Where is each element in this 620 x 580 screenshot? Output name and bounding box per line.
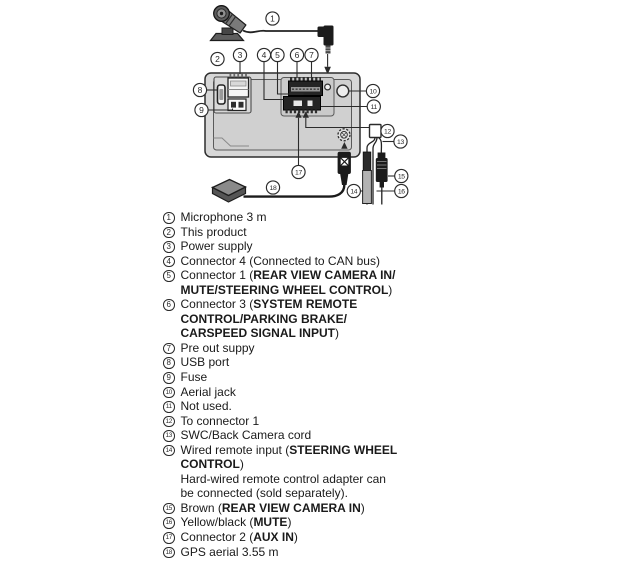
gps-plug [338, 152, 351, 185]
svg-text:14: 14 [350, 188, 358, 196]
legend-item-15 [163, 501, 493, 516]
legend-item-14 [163, 443, 493, 501]
callout-2 [211, 52, 224, 65]
legend-number: 5 [163, 270, 175, 282]
microphone-illustration [211, 6, 319, 41]
svg-text:17: 17 [295, 169, 302, 177]
legend-item-6 [163, 297, 493, 341]
legend-text-line: USB port [180, 355, 230, 370]
callout-18 [266, 181, 279, 194]
svg-text:4: 4 [261, 50, 267, 60]
legend-number: 14 [163, 445, 175, 457]
audio-plug [318, 26, 334, 75]
svg-text:10: 10 [369, 88, 377, 96]
legend-number: 11 [163, 401, 175, 413]
callout-14 [347, 184, 360, 197]
legend-number: 6 [163, 299, 175, 311]
callout-3 [233, 48, 246, 61]
legend-text-line: Hard-wired remote control adapter can [180, 471, 386, 486]
mic-head-center [220, 12, 223, 15]
legend-item-9 [163, 370, 493, 385]
legend-text-line: CARSPEED SIGNAL INPUT) [180, 326, 339, 341]
callout-8 [193, 83, 206, 96]
connector-upper [289, 79, 323, 96]
legend-item-11 [163, 399, 493, 414]
callout-10 [366, 84, 379, 97]
legend-item-12 [163, 414, 493, 429]
callout-13 [394, 135, 407, 148]
legend-number: 9 [163, 372, 175, 384]
usb-port [218, 85, 226, 104]
installation-diagram [0, 0, 620, 212]
head-unit [205, 73, 360, 157]
power-connector [228, 76, 249, 97]
svg-text:16: 16 [397, 188, 405, 196]
svg-text:3: 3 [237, 50, 243, 60]
legend-text-line: Connector 4 (Connected to CAN bus) [180, 253, 380, 268]
legend-text-line: Connector 1 (REAR VIEW CAMERA IN/ [180, 268, 396, 283]
plug-tip [326, 46, 331, 54]
legend-text-line: Aerial jack [180, 384, 236, 399]
legend-text-line: This product [180, 224, 247, 239]
legend-item-8 [163, 355, 493, 370]
connector-lower [284, 97, 321, 112]
callout-12 [381, 124, 394, 137]
rca-plug-brown [376, 153, 388, 188]
legend-text-line: CONTROL) [180, 457, 244, 472]
legend-text-line: Yellow/black (MUTE) [180, 515, 292, 530]
legend-list [163, 210, 493, 559]
legend-item-10 [163, 385, 493, 400]
legend-text-line: CONTROL/PARKING BRAKE/ [180, 311, 347, 326]
callout-7 [305, 48, 318, 61]
legend-text-line: MUTE/STEERING WHEEL CONTROL) [180, 282, 393, 297]
svg-text:7: 7 [309, 50, 314, 60]
legend-text-line: Not used. [180, 399, 232, 414]
svg-text:6: 6 [294, 50, 300, 60]
legend-text-line: Connector 3 (SYSTEM REMOTE [180, 297, 358, 312]
svg-text:13: 13 [397, 138, 404, 146]
callout-16 [395, 184, 408, 197]
legend-text-line: Fuse [180, 370, 208, 385]
aerial-jack [337, 85, 349, 97]
callout-17 [292, 165, 305, 178]
legend-number: 18 [163, 547, 175, 559]
legend-number: 16 [163, 517, 175, 529]
legend-number: 13 [163, 430, 175, 442]
legend-number: 8 [163, 357, 175, 369]
legend-text-line: Wired remote input (STEERING WHEEL [180, 442, 398, 457]
legend-text-line: Pre out suppy [180, 340, 255, 355]
legend-text-line: Brown (REAR VIEW CAMERA IN) [180, 500, 365, 515]
legend-text-line: To connector 1 [180, 413, 260, 428]
callout-6 [290, 48, 303, 61]
gps-cable [244, 185, 345, 197]
svg-text:2: 2 [215, 54, 220, 64]
legend-item-18 [163, 545, 493, 560]
legend-number: 4 [163, 256, 175, 268]
mic-base-neck [222, 28, 233, 35]
legend-item-1 [163, 210, 493, 225]
legend-item-3 [163, 239, 493, 254]
legend-item-17 [163, 530, 493, 545]
callout-1 [266, 12, 279, 25]
legend-number: 3 [163, 241, 175, 253]
remote-sleeve [363, 152, 372, 204]
callout-4 [257, 48, 270, 61]
svg-text:1: 1 [270, 13, 275, 24]
svg-text:8: 8 [197, 85, 203, 95]
legend-number: 17 [163, 532, 175, 544]
legend-item-4 [163, 254, 493, 269]
callout-11 [367, 100, 380, 113]
legend-text-line: SWC/Back Camera cord [180, 428, 312, 443]
legend-text-line: Microphone 3 m [180, 210, 267, 224]
legend-number: 12 [163, 416, 175, 428]
gps-jack [338, 129, 350, 141]
svg-text:9: 9 [199, 105, 204, 115]
legend-item-5 [163, 268, 493, 297]
svg-text:12: 12 [384, 128, 391, 136]
callout-9 [195, 103, 208, 116]
legend-item-13 [163, 428, 493, 443]
gps-antenna [213, 180, 246, 203]
mic-jack [325, 84, 331, 90]
legend-text-line: GPS aerial 3.55 m [180, 544, 279, 559]
legend-text-line: Power supply [180, 239, 253, 254]
legend-item-16 [163, 515, 493, 530]
legend-number: 2 [163, 227, 175, 239]
legend-item-7 [163, 341, 493, 356]
mic-cable [243, 31, 318, 33]
legend-number: 1 [163, 212, 175, 224]
callout-15 [395, 169, 408, 182]
legend-number: 15 [163, 503, 175, 515]
legend-text-line: be connected (sold separately). [180, 486, 348, 501]
legend-number: 10 [163, 387, 175, 399]
svg-text:5: 5 [275, 50, 280, 60]
svg-text:15: 15 [397, 173, 405, 181]
legend-item-2 [163, 225, 493, 240]
callout-5 [271, 48, 284, 61]
legend-number: 7 [163, 343, 175, 355]
fuse [228, 99, 246, 111]
legend-text-line: Connector 2 (AUX IN) [180, 530, 298, 545]
svg-text:11: 11 [370, 103, 378, 111]
svg-text:18: 18 [269, 184, 277, 192]
connector1-plug [370, 125, 382, 138]
